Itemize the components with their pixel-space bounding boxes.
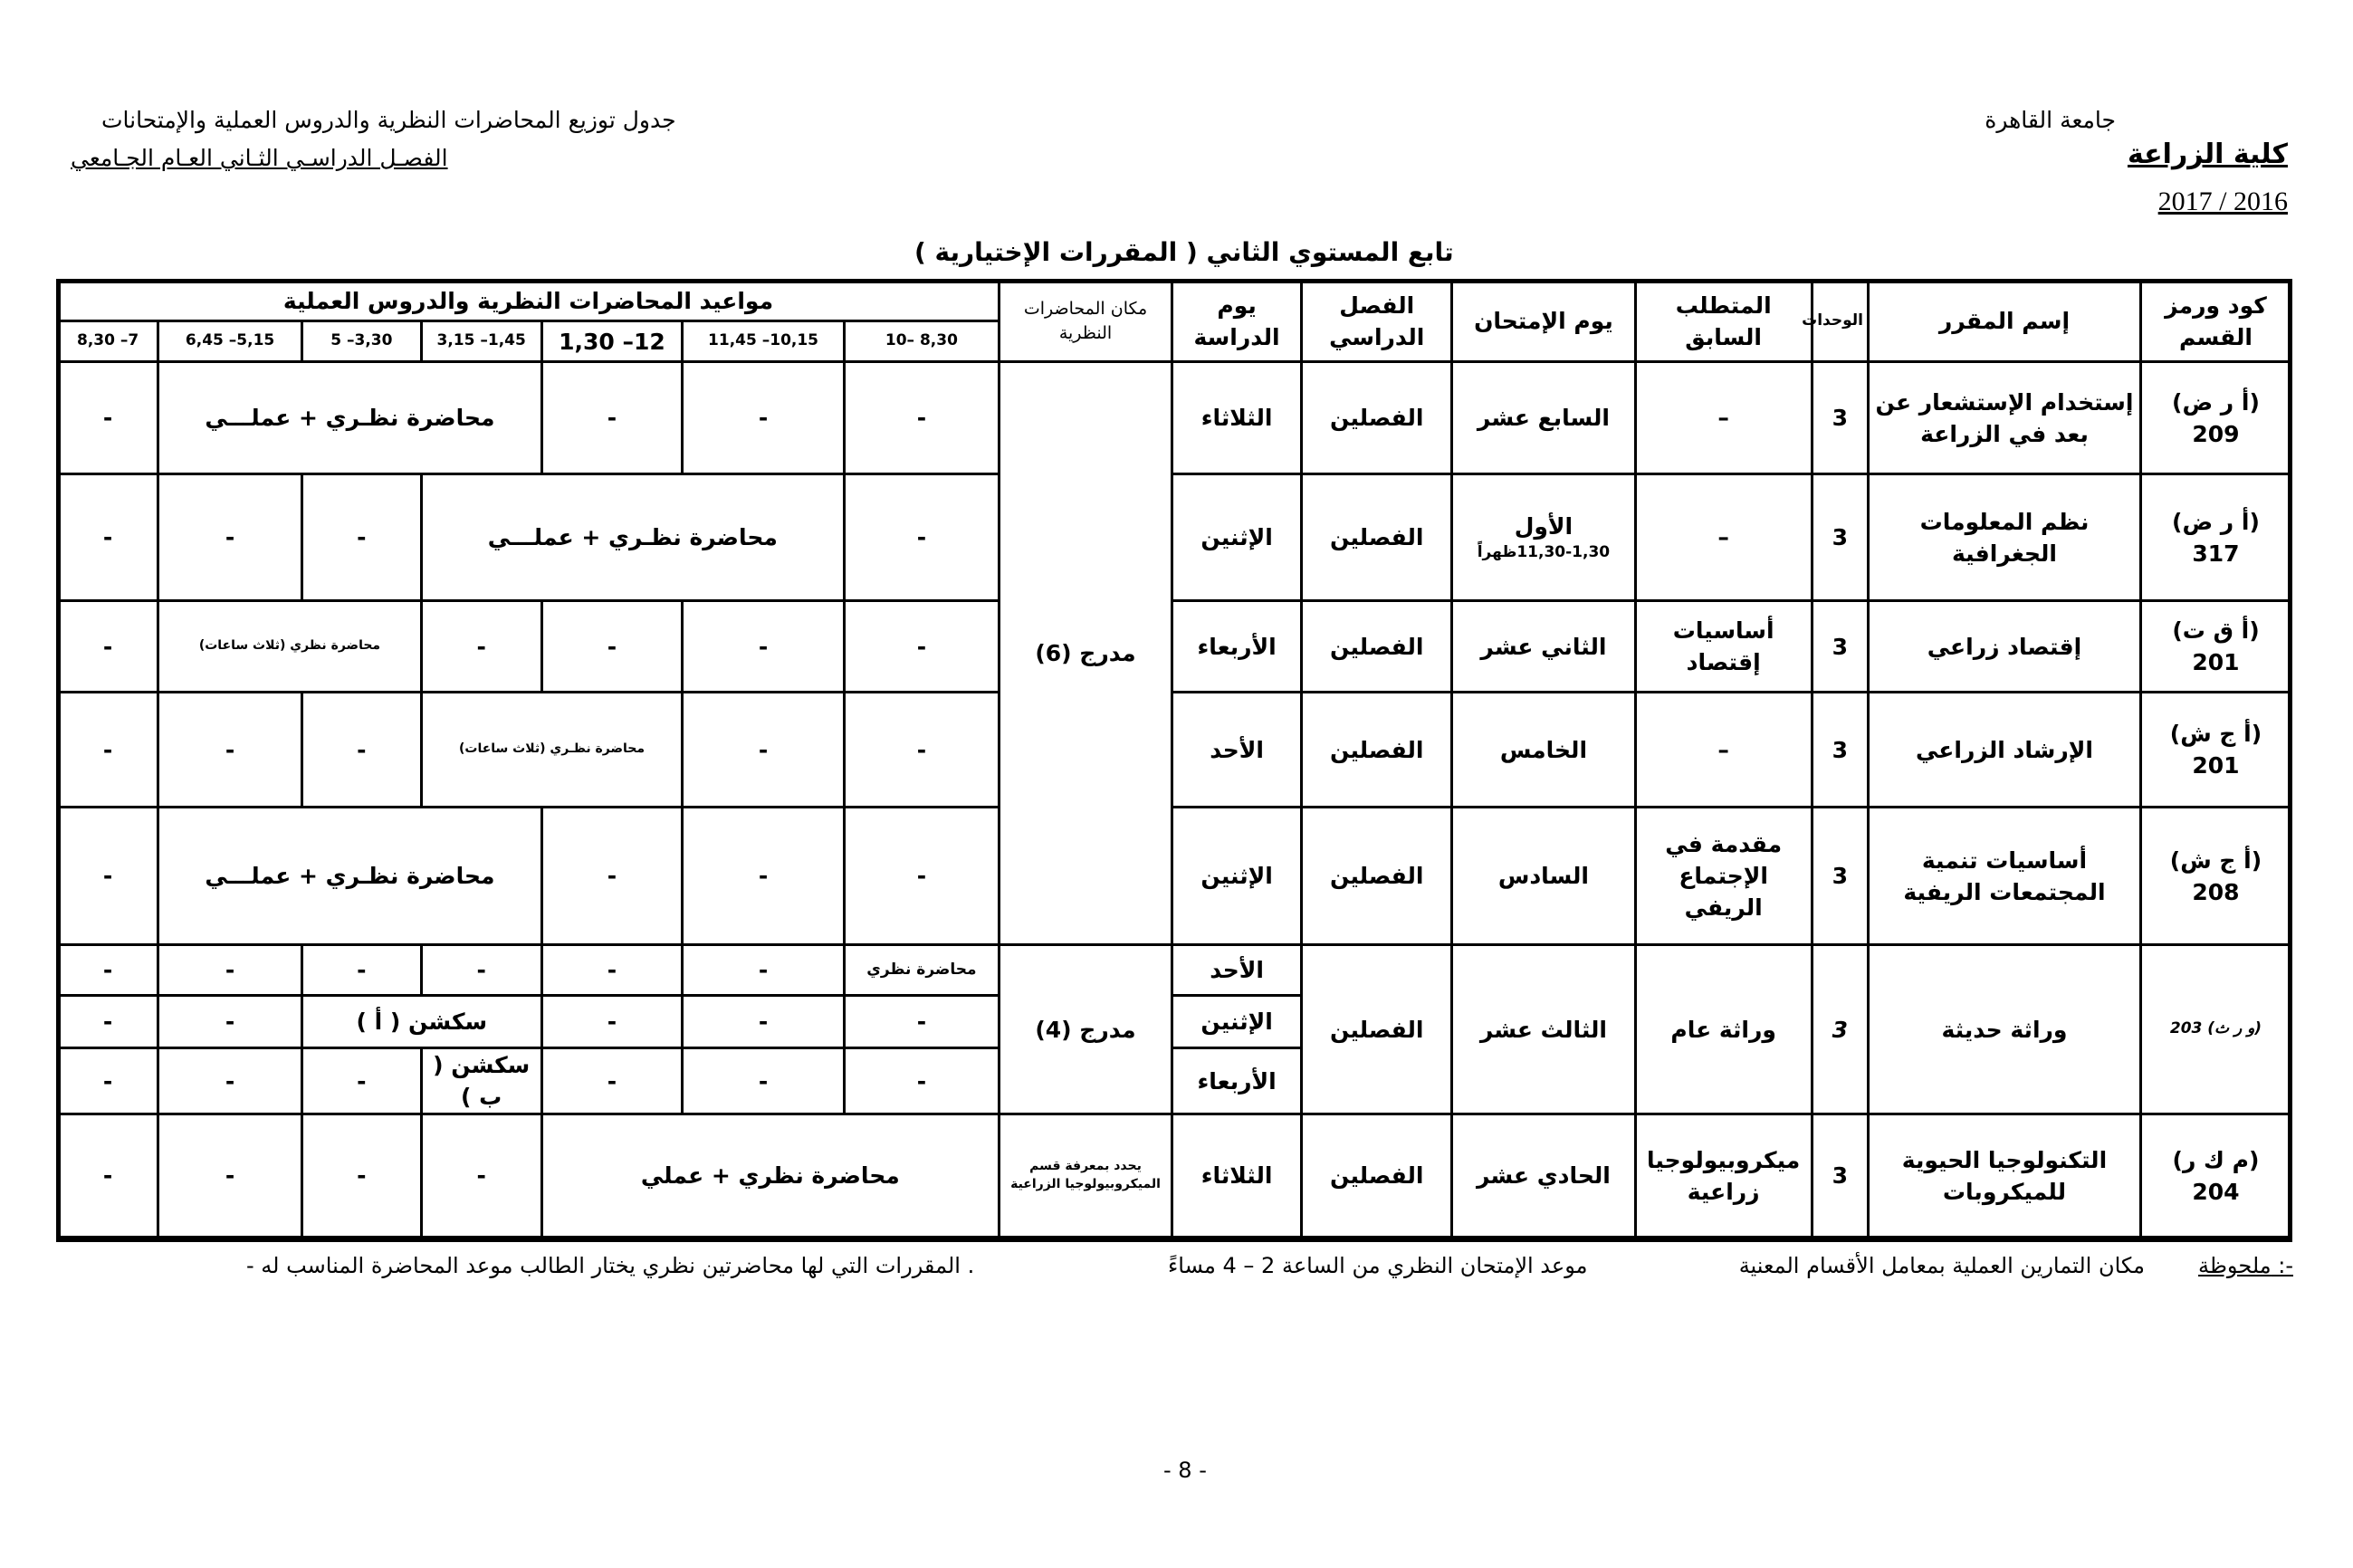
course-prereq: أساسيات إقتصاد — [1635, 601, 1812, 693]
slot-cell: - — [541, 996, 683, 1048]
slot-cell: - — [158, 1114, 302, 1238]
slot-cell: - — [58, 693, 158, 808]
course-code: (م ك ر) 204 — [2140, 1114, 2291, 1238]
slot-cell: - — [541, 601, 683, 693]
slot-cell: - — [158, 1048, 302, 1114]
faculty-name: كلية الزراعة — [2127, 139, 2288, 170]
slot-cell: - — [541, 808, 683, 945]
slot-cell: محاضرة نظـري + عملـــي — [158, 808, 541, 945]
course-units: 3 — [1812, 474, 1868, 601]
slot-cell: محاضرة نظـري (ثلاث ساعات) — [421, 693, 683, 808]
course-code: (أ ج ش) 208 — [2140, 808, 2291, 945]
study-day: الإثنين — [1172, 474, 1301, 601]
course-name: نظم المعلومات الجغرافية — [1868, 474, 2140, 601]
slot-cell: - — [158, 996, 302, 1048]
slot-cell: - — [158, 693, 302, 808]
study-day: الأربعاء — [1172, 1048, 1301, 1114]
slot-cell: - — [844, 808, 999, 945]
slot-cell: - — [683, 362, 845, 474]
table-row — [58, 808, 2291, 945]
study-day: الإثنين — [1172, 808, 1301, 945]
slot-cell: - — [58, 1114, 158, 1238]
slot-cell: - — [301, 474, 421, 601]
slot-cell: - — [683, 945, 845, 996]
table-row — [58, 945, 2291, 996]
slot-cell: محاضرة نظري + عملي — [541, 1114, 999, 1238]
exam-day: الخامس — [1452, 693, 1635, 808]
course-prereq: مقدمة في الإجتماع الريفي — [1635, 808, 1812, 945]
course-units: 3 — [1812, 362, 1868, 474]
schedule-table — [56, 279, 2292, 1238]
course-code: (و ر ث) 203 — [2140, 945, 2291, 1114]
time-slot-1: 8,30 –10 — [844, 321, 999, 362]
study-day: الثلاثاء — [1172, 362, 1301, 474]
document-title: جدول توزيع المحاضرات النظرية والدروس العملية والإمتحانات — [101, 107, 676, 133]
slot-cell: - — [844, 474, 999, 601]
course-units: 3 — [1812, 693, 1868, 808]
slot-cell: - — [683, 808, 845, 945]
semester-title: الفصـل الدراسـي الثـاني العـام الجـامعي — [71, 145, 448, 171]
time-slot-4: 1,45– 3,15 — [421, 321, 541, 362]
col-study-day: يوم الدراسة — [1172, 281, 1301, 362]
table-row — [58, 362, 2291, 474]
term: الفصلين — [1302, 945, 1452, 1114]
time-slot-3: 12– 1,30 — [541, 321, 683, 362]
col-prereq: المتطلب السابق — [1635, 281, 1812, 362]
course-prereq: وراثة عام — [1635, 945, 1812, 1114]
slot-cell: - — [58, 996, 158, 1048]
slot-cell: - — [58, 474, 158, 601]
course-code: (أ ق ت) 201 — [2140, 601, 2291, 693]
study-day: الإثنين — [1172, 996, 1301, 1048]
course-prereq: – — [1635, 474, 1812, 601]
slot-cell: - — [683, 996, 845, 1048]
slot-cell: - — [421, 601, 541, 693]
header-row-1 — [58, 281, 2291, 321]
slot-cell: - — [541, 362, 683, 474]
slot-cell: - — [844, 996, 999, 1048]
table-row — [58, 693, 2291, 808]
slot-cell: - — [844, 1048, 999, 1114]
course-units: 3 — [1812, 945, 1868, 1114]
term: الفصلين — [1302, 808, 1452, 945]
course-name: أساسيات تنمية المجتمعات الريفية — [1868, 808, 2140, 945]
slot-cell: - — [58, 808, 158, 945]
note-2: موعد الإمتحان النظري من الساعة 2 – 4 مساءً — [1168, 1253, 1588, 1278]
slot-cell: محاضرة نظـري + عملـــي — [421, 474, 844, 601]
lecture-place: مدرج (4) — [1000, 945, 1172, 1114]
course-code: (أ ر ض) 209 — [2140, 362, 2291, 474]
term: الفصلين — [1302, 693, 1452, 808]
slot-cell: سكشن ( ب ) — [421, 1048, 541, 1114]
time-slot-7: 7– 8,30 — [58, 321, 158, 362]
table-row — [58, 1114, 2291, 1238]
term: الفصلين — [1302, 1114, 1452, 1238]
slot-cell: - — [844, 693, 999, 808]
exam-day: الحادي عشر — [1452, 1114, 1635, 1238]
slot-cell: - — [158, 945, 302, 996]
slot-cell: - — [158, 474, 302, 601]
slot-cell: - — [301, 1048, 421, 1114]
term: الفصلين — [1302, 362, 1452, 474]
time-slot-2: 10,15– 11,45 — [683, 321, 845, 362]
time-slot-6: 5,15– 6,45 — [158, 321, 302, 362]
slot-cell: - — [58, 1048, 158, 1114]
slot-cell: - — [301, 1114, 421, 1238]
course-code: (أ ر ض) 317 — [2140, 474, 2291, 601]
course-prereq: – — [1635, 362, 1812, 474]
course-name: إقتصاد زراعي — [1868, 601, 2140, 693]
time-slot-5: 3,30– 5 — [301, 321, 421, 362]
col-exam-day: يوم الإمتحان — [1452, 281, 1635, 362]
table-title: تابع المستوي الثاني ( المقررات الإختيارية ) — [914, 237, 1454, 267]
course-prereq: ميكروبيولوجيا زراعية — [1635, 1114, 1812, 1238]
slot-cell: - — [541, 1048, 683, 1114]
col-term: الفصل الدراسي — [1302, 281, 1452, 362]
table-row — [58, 601, 2291, 693]
exam-time-note: 11,30-1,30ظهراً — [1477, 543, 1611, 562]
page-number: - 8 - — [1163, 1458, 1207, 1483]
note-1: مكان التمارين العملية بمعامل الأقسام المعنية — [1738, 1253, 2145, 1278]
academic-year: 2017 / 2016 — [2157, 186, 2288, 216]
slot-cell: - — [683, 601, 845, 693]
slot-cell: محاضرة نظري — [844, 945, 999, 996]
term: الفصلين — [1302, 601, 1452, 693]
course-prereq: – — [1635, 693, 1812, 808]
slot-cell: - — [421, 945, 541, 996]
slot-cell: - — [58, 945, 158, 996]
lecture-place: مدرج (6) — [1000, 362, 1172, 945]
lecture-place: يحدد بمعرفة قسم الميكروبيولوجيا الزراعية — [1000, 1114, 1172, 1238]
slot-cell: - — [844, 362, 999, 474]
study-day: الأحد — [1172, 693, 1301, 808]
slot-cell: محاضرة نظري (ثلاث ساعات) — [158, 601, 422, 693]
slot-cell: - — [421, 1114, 541, 1238]
slot-cell: - — [683, 693, 845, 808]
slot-cell: - — [541, 945, 683, 996]
university-name: جامعة القاهرة — [1985, 107, 2116, 133]
slot-cell: - — [844, 601, 999, 693]
slot-cell: سكشن ( أ ) — [301, 996, 541, 1048]
study-day: الأربعاء — [1172, 601, 1301, 693]
col-name: إسم المقرر — [1868, 281, 2140, 362]
exam-day-cell — [1452, 474, 1635, 601]
exam-day: السابع عشر — [1452, 362, 1635, 474]
course-units: 3 — [1812, 808, 1868, 945]
term: الفصلين — [1302, 474, 1452, 601]
note-label: ملحوظة :- — [2197, 1253, 2293, 1278]
exam-day: الأول — [1514, 513, 1573, 540]
study-day: الأحد — [1172, 945, 1301, 996]
course-name: إستخدام الإستشعار عن بعد في الزراعة — [1868, 362, 2140, 474]
study-day: الثلاثاء — [1172, 1114, 1301, 1238]
course-name: التكنولوجيا الحيوية للميكروبات — [1868, 1114, 2140, 1238]
exam-day: الثالث عشر — [1452, 945, 1635, 1114]
course-name: وراثة حديثة — [1868, 945, 2140, 1114]
course-units: 3 — [1812, 601, 1868, 693]
course-name: الإرشاد الزراعي — [1868, 693, 2140, 808]
col-place: مكان المحاضرات النظرية — [1000, 281, 1172, 362]
slot-cell: - — [301, 945, 421, 996]
course-units: 3 — [1812, 1114, 1868, 1238]
exam-day: السادس — [1452, 808, 1635, 945]
col-units: الوحدات — [1812, 281, 1868, 362]
exam-day: الثاني عشر — [1452, 601, 1635, 693]
note-3: - المقررات التي لها محاضرتين نظري يختار الطالب موعد المحاضرة المناسب له . — [246, 1253, 975, 1278]
slot-cell: - — [683, 1048, 845, 1114]
course-code: (أ ج ش) 201 — [2140, 693, 2291, 808]
slot-cell: - — [58, 362, 158, 474]
col-code: كود ورمز القسم — [2140, 281, 2291, 362]
col-times-group: مواعيد المحاضرات النظرية والدروس العملية — [58, 281, 1000, 321]
table-row — [58, 474, 2291, 601]
slot-cell: محاضرة نظـري + عملـــي — [158, 362, 541, 474]
slot-cell: - — [301, 693, 421, 808]
slot-cell: - — [58, 601, 158, 693]
